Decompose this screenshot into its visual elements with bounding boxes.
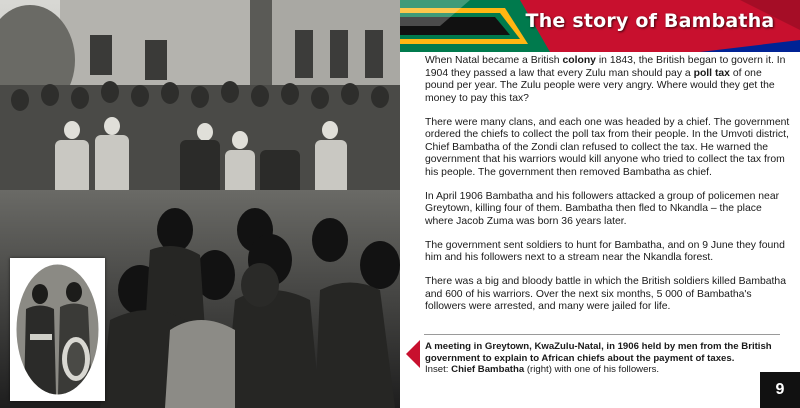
caption-inset-subject: Chief Bambatha (451, 364, 525, 375)
paragraph (425, 117, 791, 180)
title-banner (400, 0, 800, 52)
caption-divider (424, 334, 780, 335)
text-page (400, 0, 800, 408)
caption-lead: A meeting in Greytown, KwaZulu-Natal, in 1906 held by men from the British government to explain to African chiefs about the payment of taxes. (425, 341, 772, 364)
paragraph-text: The government sent soldiers to hunt for Bambatha, and on 9 June they found him and his followers next to a stream near the Nkandla forest. (425, 239, 785, 263)
caption-inset-rest: (right) with one of his followers. (524, 364, 660, 375)
paragraph-text: There were many clans, and each one was headed by a chief. The government ordered the chiefs to collect the poll tax from their people. In the Umvoti district, Chief Bambatha of the Zondi clan refused to collect the tax. He warned the government that his warriors would kill anyone who tried to collect the tax from his people. The government then removed Bambatha as chief. (425, 116, 790, 178)
paragraph (425, 191, 791, 229)
paragraph-text: In April 1906 Bambatha and his followers attacked a group of policemen near Greytown, killing four of them. Bambatha then fled to Nkandla – the place where Jacob Zuma was born 36 years later. (425, 190, 780, 227)
inset-portrait-card (10, 258, 105, 401)
paragraph-text: When Natal became a British (425, 55, 563, 66)
chief-bambatha-inset-photo (16, 264, 99, 395)
paragraph (425, 276, 791, 314)
paragraph-text: in 1843, the British began to govern it. In 1904 they passed a law that every Zulu man should pay a (425, 55, 786, 79)
page-number: 9 (760, 372, 800, 408)
paragraph-text: There was a big and bloody battle in which the British soldiers killed Bambatha and 600 of his warriors. Over the next six months, 5 000 of Bambatha's followers were arrested, and many were jailed for life. (425, 276, 786, 312)
caption-pointer-icon (406, 340, 420, 368)
photo-caption (425, 341, 785, 376)
paragraph (425, 240, 791, 265)
paragraph-text: of one pound per year. The Zulu people were very angry. Where would they get the money to pay this tax? (425, 67, 775, 104)
glossary-term-poll-tax: poll tax (693, 67, 730, 79)
caption-inset-prefix: Inset: (425, 364, 452, 375)
page-title: The story of Bambatha (525, 10, 775, 32)
paragraph (425, 55, 791, 105)
glossary-term-colony: colony (562, 55, 596, 66)
story-body (425, 55, 791, 325)
